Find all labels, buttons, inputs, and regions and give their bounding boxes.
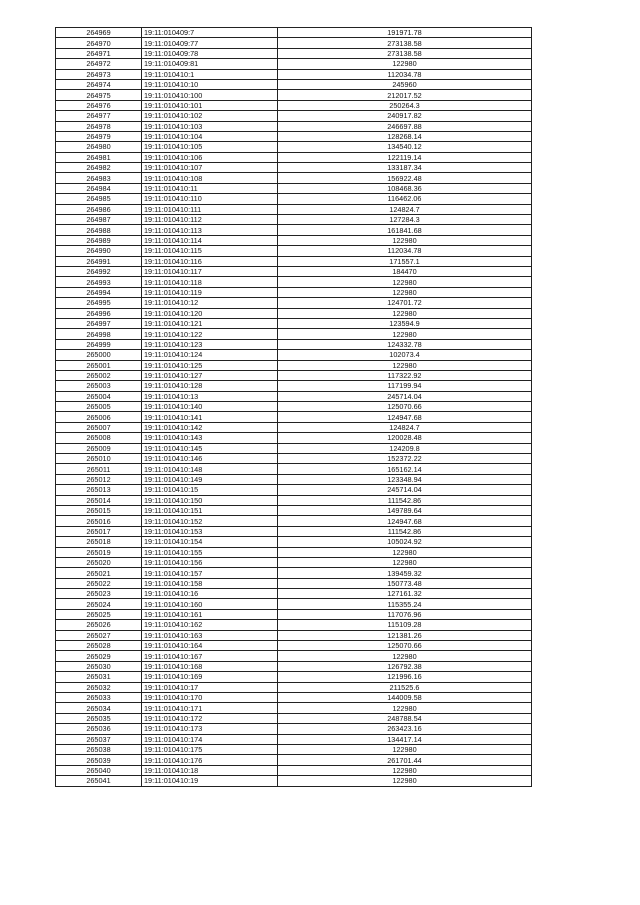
cadastral-number-cell: 19:11:010410:128 <box>142 381 278 391</box>
cadastral-number-cell: 19:11:010410:149 <box>142 474 278 484</box>
amount-cell: 245960 <box>278 79 532 89</box>
row-number-cell: 265038 <box>56 744 142 754</box>
row-number-cell: 265004 <box>56 391 142 401</box>
amount-cell: 165162.14 <box>278 464 532 474</box>
row-number-cell: 265027 <box>56 630 142 640</box>
amount-cell: 191971.78 <box>278 28 532 38</box>
row-number-cell: 265011 <box>56 464 142 474</box>
table-row <box>56 59 532 69</box>
table-row <box>56 329 532 339</box>
table-row <box>56 547 532 557</box>
cadastral-number-cell: 19:11:010410:17 <box>142 682 278 692</box>
cadastral-number-cell: 19:11:010410:145 <box>142 443 278 453</box>
cadastral-number-cell: 19:11:010410:142 <box>142 422 278 432</box>
row-number-cell: 265002 <box>56 370 142 380</box>
amount-cell: 122980 <box>278 557 532 567</box>
table-row <box>56 599 532 609</box>
row-number-cell: 264996 <box>56 308 142 318</box>
cadastral-number-cell: 19:11:010410:117 <box>142 266 278 276</box>
cadastral-number-cell: 19:11:010410:156 <box>142 557 278 567</box>
cadastral-number-cell: 19:11:010410:150 <box>142 495 278 505</box>
amount-cell: 122980 <box>278 59 532 69</box>
row-number-cell: 265016 <box>56 516 142 526</box>
amount-cell: 212017.52 <box>278 90 532 100</box>
table-row <box>56 505 532 515</box>
row-number-cell: 264969 <box>56 28 142 38</box>
cadastral-number-cell: 19:11:010410:13 <box>142 391 278 401</box>
table-row <box>56 381 532 391</box>
table-row <box>56 121 532 131</box>
cadastral-number-cell: 19:11:010410:163 <box>142 630 278 640</box>
amount-cell: 134540.12 <box>278 142 532 152</box>
amount-cell: 102073.4 <box>278 350 532 360</box>
amount-cell: 128268.14 <box>278 131 532 141</box>
row-number-cell: 265019 <box>56 547 142 557</box>
table-row <box>56 422 532 432</box>
table-row <box>56 433 532 443</box>
table-row <box>56 28 532 38</box>
table-row <box>56 100 532 110</box>
cadastral-number-cell: 19:11:010410:123 <box>142 339 278 349</box>
cadastral-number-cell: 19:11:010410:120 <box>142 308 278 318</box>
table-row <box>56 287 532 297</box>
table-row <box>56 370 532 380</box>
row-number-cell: 264974 <box>56 79 142 89</box>
row-number-cell: 265023 <box>56 589 142 599</box>
cadastral-number-cell: 19:11:010410:105 <box>142 142 278 152</box>
table-row <box>56 589 532 599</box>
cadastral-number-cell: 19:11:010410:125 <box>142 360 278 370</box>
row-number-cell: 264977 <box>56 111 142 121</box>
cadastral-number-cell: 19:11:010410:10 <box>142 79 278 89</box>
row-number-cell: 265014 <box>56 495 142 505</box>
row-number-cell: 264972 <box>56 59 142 69</box>
table-row <box>56 474 532 484</box>
amount-cell: 122980 <box>278 329 532 339</box>
amount-cell: 108468.36 <box>278 183 532 193</box>
cadastral-number-cell: 19:11:010410:112 <box>142 215 278 225</box>
amount-cell: 124947.68 <box>278 412 532 422</box>
row-number-cell: 265029 <box>56 651 142 661</box>
row-number-cell: 265036 <box>56 724 142 734</box>
cadastral-number-cell: 19:11:010410:12 <box>142 298 278 308</box>
amount-cell: 150773.48 <box>278 578 532 588</box>
amount-cell: 124947.68 <box>278 516 532 526</box>
amount-cell: 122980 <box>278 277 532 287</box>
row-number-cell: 265006 <box>56 412 142 422</box>
row-number-cell: 264976 <box>56 100 142 110</box>
table-row <box>56 391 532 401</box>
cadastral-number-cell: 19:11:010410:103 <box>142 121 278 131</box>
table-row <box>56 661 532 671</box>
cadastral-number-cell: 19:11:010410:110 <box>142 194 278 204</box>
table-row <box>56 194 532 204</box>
cadastral-number-cell: 19:11:010410:113 <box>142 225 278 235</box>
table-row <box>56 682 532 692</box>
amount-cell: 139459.32 <box>278 568 532 578</box>
row-number-cell: 265032 <box>56 682 142 692</box>
row-number-cell: 265003 <box>56 381 142 391</box>
row-number-cell: 264985 <box>56 194 142 204</box>
amount-cell: 122980 <box>278 765 532 775</box>
cadastral-number-cell: 19:11:010410:171 <box>142 703 278 713</box>
cadastral-number-cell: 19:11:010410:114 <box>142 235 278 245</box>
row-number-cell: 264983 <box>56 173 142 183</box>
row-number-cell: 264991 <box>56 256 142 266</box>
table-row <box>56 454 532 464</box>
row-number-cell: 265031 <box>56 672 142 682</box>
row-number-cell: 265013 <box>56 485 142 495</box>
amount-cell: 123348.94 <box>278 474 532 484</box>
amount-cell: 144009.58 <box>278 693 532 703</box>
table-row <box>56 308 532 318</box>
amount-cell: 121381.26 <box>278 630 532 640</box>
cadastral-number-cell: 19:11:010410:153 <box>142 526 278 536</box>
row-number-cell: 265024 <box>56 599 142 609</box>
table-row <box>56 516 532 526</box>
cadastral-number-cell: 19:11:010410:169 <box>142 672 278 682</box>
cadastral-number-cell: 19:11:010410:122 <box>142 329 278 339</box>
amount-cell: 122980 <box>278 287 532 297</box>
cadastral-number-cell: 19:11:010410:160 <box>142 599 278 609</box>
cadastral-number-cell: 19:11:010410:107 <box>142 163 278 173</box>
row-number-cell: 264987 <box>56 215 142 225</box>
row-number-cell: 265015 <box>56 505 142 515</box>
row-number-cell: 264997 <box>56 318 142 328</box>
row-number-cell: 264992 <box>56 266 142 276</box>
table-row <box>56 672 532 682</box>
cadastral-number-cell: 19:11:010410:1 <box>142 69 278 79</box>
table-row <box>56 350 532 360</box>
cadastral-number-cell: 19:11:010409:78 <box>142 48 278 58</box>
row-number-cell: 265005 <box>56 402 142 412</box>
row-number-cell: 265001 <box>56 360 142 370</box>
amount-cell: 152372.22 <box>278 454 532 464</box>
amount-cell: 245714.04 <box>278 391 532 401</box>
row-number-cell: 264970 <box>56 38 142 48</box>
amount-cell: 117322.92 <box>278 370 532 380</box>
amount-cell: 127161.32 <box>278 589 532 599</box>
row-number-cell: 265033 <box>56 693 142 703</box>
table-row <box>56 734 532 744</box>
amount-cell: 133187.34 <box>278 163 532 173</box>
cadastral-number-cell: 19:11:010409:7 <box>142 28 278 38</box>
amount-cell: 127284.3 <box>278 215 532 225</box>
table-row <box>56 69 532 79</box>
table-row <box>56 651 532 661</box>
table-row <box>56 776 532 786</box>
table-row <box>56 256 532 266</box>
amount-cell: 240917.82 <box>278 111 532 121</box>
amount-cell: 111542.86 <box>278 495 532 505</box>
cadastral-number-cell: 19:11:010410:111 <box>142 204 278 214</box>
document-page <box>55 27 531 787</box>
cadastral-number-cell: 19:11:010410:11 <box>142 183 278 193</box>
cadastral-number-cell: 19:11:010410:102 <box>142 111 278 121</box>
row-number-cell: 264973 <box>56 69 142 79</box>
table-row <box>56 131 532 141</box>
amount-cell: 246697.88 <box>278 121 532 131</box>
table-row <box>56 90 532 100</box>
row-number-cell: 264984 <box>56 183 142 193</box>
row-number-cell: 265020 <box>56 557 142 567</box>
cadastral-number-cell: 19:11:010410:140 <box>142 402 278 412</box>
amount-cell: 124209.8 <box>278 443 532 453</box>
table-row <box>56 79 532 89</box>
table-row <box>56 111 532 121</box>
row-number-cell: 265010 <box>56 454 142 464</box>
table-row <box>56 235 532 245</box>
table-row <box>56 246 532 256</box>
table-row <box>56 641 532 651</box>
amount-cell: 122980 <box>278 651 532 661</box>
table-row <box>56 298 532 308</box>
table-row <box>56 703 532 713</box>
table-row <box>56 620 532 630</box>
table-row <box>56 225 532 235</box>
amount-cell: 122980 <box>278 360 532 370</box>
amount-cell: 115355.24 <box>278 599 532 609</box>
amount-cell: 248788.54 <box>278 713 532 723</box>
amount-cell: 116462.06 <box>278 194 532 204</box>
amount-cell: 105024.92 <box>278 537 532 547</box>
amount-cell: 245714.04 <box>278 485 532 495</box>
table-row <box>56 48 532 58</box>
cadastral-number-cell: 19:11:010410:101 <box>142 100 278 110</box>
row-number-cell: 264978 <box>56 121 142 131</box>
amount-cell: 122119.14 <box>278 152 532 162</box>
cadastral-number-cell: 19:11:010410:154 <box>142 537 278 547</box>
amount-cell: 261701.44 <box>278 755 532 765</box>
table-row <box>56 402 532 412</box>
cadastral-number-cell: 19:11:010410:158 <box>142 578 278 588</box>
amount-cell: 117076.96 <box>278 609 532 619</box>
table-row <box>56 578 532 588</box>
cadastral-number-cell: 19:11:010410:161 <box>142 609 278 619</box>
cadastral-number-cell: 19:11:010410:118 <box>142 277 278 287</box>
amount-cell: 171557.1 <box>278 256 532 266</box>
cadastral-number-cell: 19:11:010410:176 <box>142 755 278 765</box>
row-number-cell: 264981 <box>56 152 142 162</box>
cadastral-number-cell: 19:11:010410:146 <box>142 454 278 464</box>
table-row <box>56 360 532 370</box>
row-number-cell: 264998 <box>56 329 142 339</box>
row-number-cell: 264990 <box>56 246 142 256</box>
cadastral-number-cell: 19:11:010409:81 <box>142 59 278 69</box>
cadastral-number-cell: 19:11:010410:167 <box>142 651 278 661</box>
table-row <box>56 755 532 765</box>
amount-cell: 161841.68 <box>278 225 532 235</box>
amount-cell: 184470 <box>278 266 532 276</box>
row-number-cell: 264982 <box>56 163 142 173</box>
amount-cell: 122980 <box>278 308 532 318</box>
cadastral-number-cell: 19:11:010410:152 <box>142 516 278 526</box>
table-row <box>56 173 532 183</box>
cadastral-number-cell: 19:11:010410:106 <box>142 152 278 162</box>
table-row <box>56 557 532 567</box>
table-row <box>56 495 532 505</box>
amount-cell: 122980 <box>278 703 532 713</box>
cadastral-number-cell: 19:11:010410:16 <box>142 589 278 599</box>
table-body <box>56 28 532 787</box>
row-number-cell: 265021 <box>56 568 142 578</box>
cadastral-number-cell: 19:11:010410:19 <box>142 776 278 786</box>
row-number-cell: 265000 <box>56 350 142 360</box>
data-table <box>55 27 532 787</box>
cadastral-number-cell: 19:11:010410:143 <box>142 433 278 443</box>
row-number-cell: 264993 <box>56 277 142 287</box>
amount-cell: 273138.58 <box>278 48 532 58</box>
cadastral-number-cell: 19:11:010410:104 <box>142 131 278 141</box>
cadastral-number-cell: 19:11:010410:170 <box>142 693 278 703</box>
cadastral-number-cell: 19:11:010410:108 <box>142 173 278 183</box>
amount-cell: 122980 <box>278 235 532 245</box>
cadastral-number-cell: 19:11:010410:164 <box>142 641 278 651</box>
cadastral-number-cell: 19:11:010410:116 <box>142 256 278 266</box>
amount-cell: 134417.14 <box>278 734 532 744</box>
row-number-cell: 265041 <box>56 776 142 786</box>
amount-cell: 211525.6 <box>278 682 532 692</box>
row-number-cell: 265037 <box>56 734 142 744</box>
table-row <box>56 609 532 619</box>
cadastral-number-cell: 19:11:010410:175 <box>142 744 278 754</box>
amount-cell: 124824.7 <box>278 422 532 432</box>
table-row <box>56 339 532 349</box>
cadastral-number-cell: 19:11:010410:148 <box>142 464 278 474</box>
table-row <box>56 204 532 214</box>
amount-cell: 112034.78 <box>278 69 532 79</box>
row-number-cell: 265008 <box>56 433 142 443</box>
table-row <box>56 163 532 173</box>
table-row <box>56 152 532 162</box>
table-row <box>56 485 532 495</box>
amount-cell: 115109.28 <box>278 620 532 630</box>
amount-cell: 111542.86 <box>278 526 532 536</box>
table-row <box>56 568 532 578</box>
cadastral-number-cell: 19:11:010410:127 <box>142 370 278 380</box>
cadastral-number-cell: 19:11:010410:100 <box>142 90 278 100</box>
cadastral-number-cell: 19:11:010409:77 <box>142 38 278 48</box>
table-row <box>56 693 532 703</box>
cadastral-number-cell: 19:11:010410:115 <box>142 246 278 256</box>
row-number-cell: 264999 <box>56 339 142 349</box>
amount-cell: 124701.72 <box>278 298 532 308</box>
cadastral-number-cell: 19:11:010410:121 <box>142 318 278 328</box>
table-row <box>56 630 532 640</box>
cadastral-number-cell: 19:11:010410:119 <box>142 287 278 297</box>
amount-cell: 125070.66 <box>278 641 532 651</box>
row-number-cell: 265034 <box>56 703 142 713</box>
amount-cell: 122980 <box>278 744 532 754</box>
amount-cell: 124332.78 <box>278 339 532 349</box>
cadastral-number-cell: 19:11:010410:124 <box>142 350 278 360</box>
amount-cell: 149789.64 <box>278 505 532 515</box>
amount-cell: 120028.48 <box>278 433 532 443</box>
table-row <box>56 537 532 547</box>
row-number-cell: 265007 <box>56 422 142 432</box>
cadastral-number-cell: 19:11:010410:172 <box>142 713 278 723</box>
cadastral-number-cell: 19:11:010410:155 <box>142 547 278 557</box>
amount-cell: 156922.48 <box>278 173 532 183</box>
amount-cell: 122980 <box>278 776 532 786</box>
row-number-cell: 265025 <box>56 609 142 619</box>
amount-cell: 122980 <box>278 547 532 557</box>
table-row <box>56 724 532 734</box>
cadastral-number-cell: 19:11:010410:168 <box>142 661 278 671</box>
table-row <box>56 412 532 422</box>
amount-cell: 125070.66 <box>278 402 532 412</box>
row-number-cell: 265035 <box>56 713 142 723</box>
row-number-cell: 264980 <box>56 142 142 152</box>
row-number-cell: 264995 <box>56 298 142 308</box>
cadastral-number-cell: 19:11:010410:173 <box>142 724 278 734</box>
amount-cell: 126792.38 <box>278 661 532 671</box>
row-number-cell: 265017 <box>56 526 142 536</box>
table-row <box>56 142 532 152</box>
table-row <box>56 713 532 723</box>
row-number-cell: 265018 <box>56 537 142 547</box>
table-row <box>56 744 532 754</box>
table-row <box>56 464 532 474</box>
table-row <box>56 277 532 287</box>
table-row <box>56 266 532 276</box>
amount-cell: 112034.78 <box>278 246 532 256</box>
table-row <box>56 526 532 536</box>
row-number-cell: 264989 <box>56 235 142 245</box>
amount-cell: 117199.94 <box>278 381 532 391</box>
row-number-cell: 264986 <box>56 204 142 214</box>
row-number-cell: 264975 <box>56 90 142 100</box>
cadastral-number-cell: 19:11:010410:157 <box>142 568 278 578</box>
table-row <box>56 38 532 48</box>
cadastral-number-cell: 19:11:010410:15 <box>142 485 278 495</box>
cadastral-number-cell: 19:11:010410:151 <box>142 505 278 515</box>
amount-cell: 250264.3 <box>278 100 532 110</box>
amount-cell: 273138.58 <box>278 38 532 48</box>
cadastral-number-cell: 19:11:010410:141 <box>142 412 278 422</box>
table-row <box>56 183 532 193</box>
amount-cell: 121996.16 <box>278 672 532 682</box>
row-number-cell: 265030 <box>56 661 142 671</box>
row-number-cell: 265026 <box>56 620 142 630</box>
row-number-cell: 264979 <box>56 131 142 141</box>
row-number-cell: 264988 <box>56 225 142 235</box>
row-number-cell: 265040 <box>56 765 142 775</box>
cadastral-number-cell: 19:11:010410:162 <box>142 620 278 630</box>
row-number-cell: 265039 <box>56 755 142 765</box>
amount-cell: 263423.16 <box>278 724 532 734</box>
table-row <box>56 443 532 453</box>
amount-cell: 123594.9 <box>278 318 532 328</box>
table-row <box>56 318 532 328</box>
row-number-cell: 264971 <box>56 48 142 58</box>
row-number-cell: 265028 <box>56 641 142 651</box>
row-number-cell: 265012 <box>56 474 142 484</box>
row-number-cell: 265022 <box>56 578 142 588</box>
cadastral-number-cell: 19:11:010410:18 <box>142 765 278 775</box>
row-number-cell: 265009 <box>56 443 142 453</box>
row-number-cell: 264994 <box>56 287 142 297</box>
table-row <box>56 215 532 225</box>
cadastral-number-cell: 19:11:010410:174 <box>142 734 278 744</box>
amount-cell: 124824.7 <box>278 204 532 214</box>
table-row <box>56 765 532 775</box>
